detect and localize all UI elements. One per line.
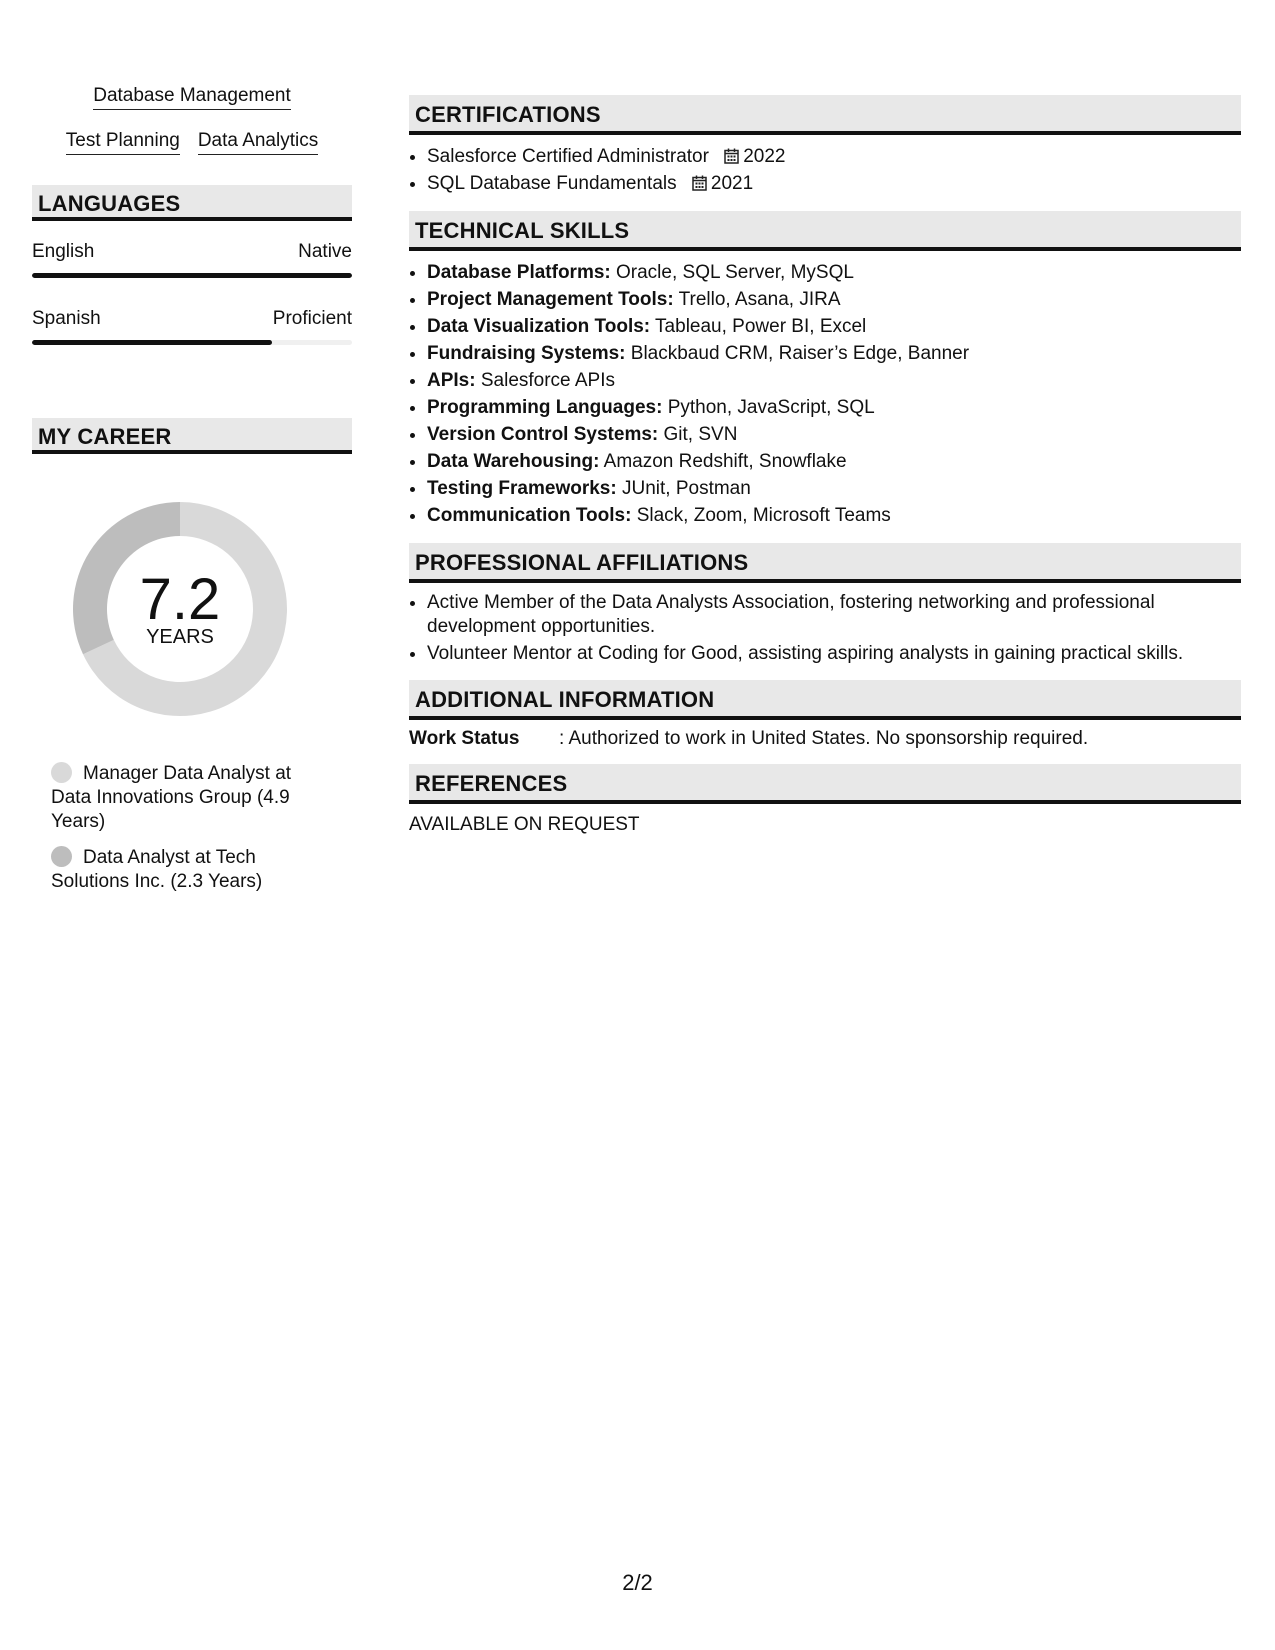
languages-heading: LANGUAGES bbox=[32, 185, 352, 221]
language-item bbox=[32, 308, 352, 345]
technical-skill-item bbox=[427, 259, 1241, 286]
technical-skill-value: Slack, Zoom, Microsoft Teams bbox=[631, 505, 891, 526]
career-legend-dot bbox=[51, 762, 72, 783]
technical-skill-label: Fundraising Systems: bbox=[427, 343, 626, 364]
certification-name: Salesforce Certified Administrator bbox=[427, 146, 709, 167]
technical-skill-item bbox=[427, 394, 1241, 421]
references-text: AVAILABLE ON REQUEST bbox=[409, 814, 640, 835]
technical-skill-item bbox=[427, 340, 1241, 367]
language-bar-fill bbox=[32, 340, 272, 345]
skill-tag: Database Management bbox=[93, 85, 291, 110]
career-total-years: 7.2 bbox=[139, 566, 221, 632]
work-status-value: : Authorized to work in United States. No sponsorship required. bbox=[559, 728, 1089, 749]
additional-info-heading: ADDITIONAL INFORMATION bbox=[409, 680, 1241, 720]
language-bar bbox=[32, 340, 352, 345]
technical-skill-label: APIs: bbox=[427, 370, 476, 391]
career-item bbox=[51, 762, 301, 834]
technical-skill-value: Amazon Redshift, Snowflake bbox=[599, 451, 847, 472]
certification-year: 2021 bbox=[710, 173, 754, 194]
technical-skill-item bbox=[427, 367, 1241, 394]
language-name: English bbox=[32, 241, 95, 262]
technical-skill-label: Communication Tools: bbox=[427, 505, 632, 526]
technical-skill-label: Data Warehousing: bbox=[427, 451, 600, 472]
technical-skill-label: Data Visualization Tools: bbox=[427, 316, 651, 337]
career-item bbox=[51, 846, 301, 894]
skill-tag: Data Analytics bbox=[198, 130, 318, 155]
certification-item bbox=[427, 170, 1241, 197]
affiliations-heading: PROFESSIONAL AFFILIATIONS bbox=[409, 543, 1241, 583]
technical-skill-value: Oracle, SQL Server, MySQL bbox=[610, 262, 854, 283]
technical-skill-label: Version Control Systems: bbox=[427, 424, 659, 445]
language-name: Spanish bbox=[32, 308, 101, 329]
certification-year: 2022 bbox=[743, 146, 786, 167]
technical-skill-item bbox=[427, 475, 1241, 502]
technical-skill-value: Blackbaud CRM, Raiser’s Edge, Banner bbox=[625, 343, 970, 364]
career-item-text: Data Analyst at Tech Solutions Inc. (2.3 Years) bbox=[51, 847, 263, 892]
left-column bbox=[32, 85, 352, 906]
technical-skill-value: JUnit, Postman bbox=[616, 478, 751, 499]
technical-skill-label: Project Management Tools: bbox=[427, 289, 674, 310]
certifications-heading: CERTIFICATIONS bbox=[409, 95, 1241, 135]
page-number: 2/2 bbox=[622, 1570, 653, 1595]
skill-tag: Test Planning bbox=[66, 130, 180, 155]
technical-skill-value: Git, SVN bbox=[658, 424, 738, 445]
calendar-icon bbox=[724, 148, 739, 164]
technical-skills-heading: TECHNICAL SKILLS bbox=[409, 211, 1241, 251]
technical-skill-item bbox=[427, 286, 1241, 313]
certifications-list bbox=[409, 143, 1241, 197]
work-status-label: Work Status bbox=[409, 728, 520, 749]
career-legend-dot bbox=[51, 846, 72, 867]
references-heading: REFERENCES bbox=[409, 764, 1241, 804]
career-item-text: Manager Data Analyst at Data Innovations Group (4.9 Years) bbox=[51, 763, 292, 832]
affiliation-item: • Active Member of the Data Analysts Association, fostering networking and professional development opportunities. bbox=[427, 591, 1241, 639]
career-years-unit: YEARS bbox=[146, 625, 214, 648]
right-column bbox=[409, 95, 1241, 836]
certification-item bbox=[427, 143, 1241, 170]
technical-skill-label: Programming Languages: bbox=[427, 397, 663, 418]
affiliations-list bbox=[409, 591, 1241, 666]
technical-skill-item bbox=[427, 313, 1241, 340]
career-list bbox=[51, 762, 301, 894]
technical-skill-value: Salesforce APIs bbox=[475, 370, 615, 391]
technical-skill-value: Tableau, Power BI, Excel bbox=[650, 316, 867, 337]
work-status-row bbox=[409, 728, 1241, 750]
technical-skill-item bbox=[427, 502, 1241, 529]
technical-skill-label: Testing Frameworks: bbox=[427, 478, 617, 499]
technical-skill-item bbox=[427, 421, 1241, 448]
certification-name: SQL Database Fundamentals bbox=[427, 173, 677, 194]
career-donut-chart bbox=[65, 494, 295, 724]
career-heading: MY CAREER bbox=[32, 418, 352, 454]
affiliation-item: • Volunteer Mentor at Coding for Good, assisting aspiring analysts in gaining practical skills. bbox=[427, 642, 1241, 666]
skills-cloud bbox=[32, 85, 352, 155]
technical-skills-list bbox=[409, 259, 1241, 529]
calendar-icon bbox=[692, 175, 707, 191]
language-level: Native bbox=[298, 241, 352, 262]
technical-skill-label: Database Platforms: bbox=[427, 262, 611, 283]
technical-skill-item bbox=[427, 448, 1241, 475]
language-item bbox=[32, 241, 352, 278]
technical-skill-value: Trello, Asana, JIRA bbox=[673, 289, 841, 310]
technical-skill-value: Python, JavaScript, SQL bbox=[662, 397, 875, 418]
language-bar bbox=[32, 273, 352, 278]
language-bar-fill bbox=[32, 273, 352, 278]
language-level: Proficient bbox=[272, 308, 352, 329]
